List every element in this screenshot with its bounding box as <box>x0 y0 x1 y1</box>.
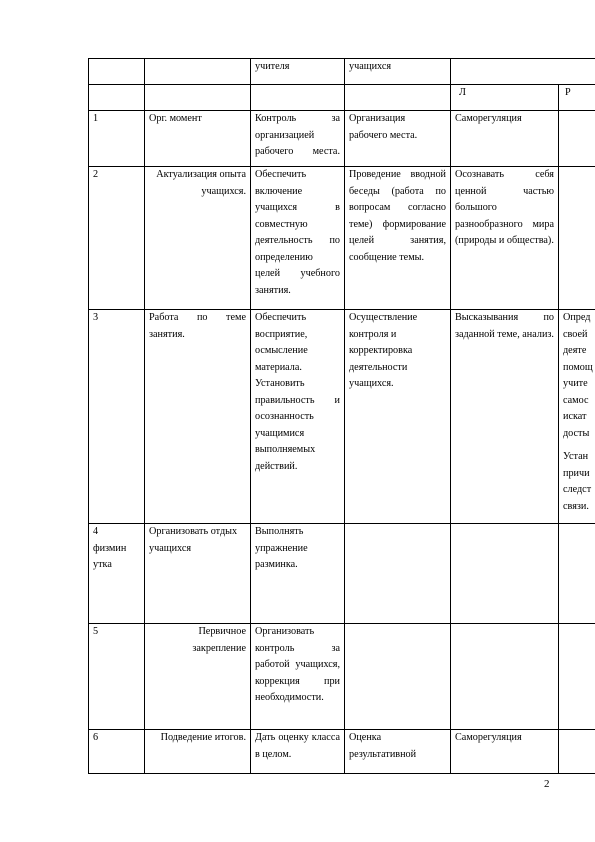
r-cell <box>559 167 595 310</box>
students-cell <box>345 524 451 624</box>
row-number: 1 <box>89 111 145 167</box>
r-line: Устан <box>563 451 589 462</box>
students-cell: Организация рабочего места. <box>345 111 451 167</box>
header-col-r: Р <box>559 85 595 111</box>
students-cell: Оценка результативной <box>345 730 451 774</box>
stage-text: Подведение итогов. <box>160 732 246 743</box>
r-cell <box>559 730 595 774</box>
r-line: Опред <box>563 312 591 323</box>
stage-text: Актуализация опыта учащихся. <box>156 169 246 197</box>
students-cell <box>345 624 451 730</box>
students-cell: Осуществление контроля и корректировка деятельности учащихся. <box>345 310 451 524</box>
r-line: причи <box>563 467 590 479</box>
header-col-l: Л <box>451 85 559 111</box>
header-row-2 <box>89 85 595 111</box>
stage-cell: Работа по теме занятия. <box>145 310 251 524</box>
l-cell <box>451 624 559 730</box>
stage-cell: Орг. момент <box>145 111 251 167</box>
row-number: 3 <box>89 310 145 524</box>
l-cell: Осознавать себя ценной частью большого разнообразного мира (природы и общества). <box>451 167 559 310</box>
r-line: следст <box>563 484 592 495</box>
header-students: учащихся <box>345 59 451 85</box>
header-cell-empty <box>145 85 251 111</box>
l-cell: Саморегуляция <box>451 111 559 167</box>
teacher-text: Контроль за организацией рабочего места. <box>255 113 340 157</box>
stage-cell <box>145 624 251 730</box>
page-number: 2 <box>544 778 550 790</box>
teacher-cell: Обеспечить включение учащихся в совместную деятельность по определению целей учебного занятия. <box>251 167 345 310</box>
teacher-cell <box>251 111 345 167</box>
header-cell-empty <box>145 59 251 85</box>
r-line: самос <box>563 394 589 406</box>
header-teacher: учителя <box>251 59 345 85</box>
r-cell <box>559 624 595 730</box>
r-line: связи. <box>563 500 589 512</box>
r-line: учите <box>563 378 588 389</box>
r-line: деяте <box>563 345 587 356</box>
l-cell: Высказывания по заданной теме, анализ. <box>451 310 559 524</box>
stage-cell <box>145 730 251 774</box>
stage-text: Первичное закрепление <box>192 626 246 654</box>
r-line: своей <box>563 328 588 340</box>
table-row <box>89 310 595 524</box>
r-line: искат <box>563 411 587 422</box>
row-number: 6 <box>89 730 145 774</box>
table-row <box>89 624 595 730</box>
students-cell: Проведение вводной беседы (работа по вопросам согласно теме) формирование целей занятия, сообщение темы. <box>345 167 451 310</box>
teacher-cell: Выполнять упражнение разминка. <box>251 524 345 624</box>
row-number-line: физмин <box>93 542 127 554</box>
row-number-line: 4 <box>93 526 99 537</box>
l-cell <box>451 524 559 624</box>
table-row <box>89 167 595 310</box>
header-cell-empty <box>89 59 145 85</box>
header-cell-empty <box>451 59 595 85</box>
lesson-plan-table <box>88 58 595 774</box>
row-number: 5 <box>89 624 145 730</box>
table-row <box>89 524 595 624</box>
r-cell <box>559 111 595 167</box>
header-cell-empty <box>345 85 451 111</box>
r-cell <box>559 524 595 624</box>
r-line: досты <box>563 427 590 439</box>
r-line: помощ <box>563 361 593 373</box>
header-row-1 <box>89 59 595 85</box>
row-number-line: утка <box>93 559 112 570</box>
stage-cell <box>145 167 251 310</box>
r-cell <box>559 310 595 524</box>
table-row <box>89 730 595 774</box>
l-cell: Саморегуляция <box>451 730 559 774</box>
stage-cell: Организовать отдых учащихся <box>145 524 251 624</box>
row-number <box>89 524 145 624</box>
header-cell-empty <box>89 85 145 111</box>
row-number: 2 <box>89 167 145 310</box>
header-cell-empty <box>251 85 345 111</box>
teacher-cell: Организовать контроль за работой учащихся, коррекция при необходимости. <box>251 624 345 730</box>
teacher-cell: Обеспечить восприятие, осмысление материала. Установить правильность и осознанность учащимися выполняемых действий. <box>251 310 345 524</box>
table-row <box>89 111 595 167</box>
teacher-cell: Дать оценку класса в целом. <box>251 730 345 774</box>
